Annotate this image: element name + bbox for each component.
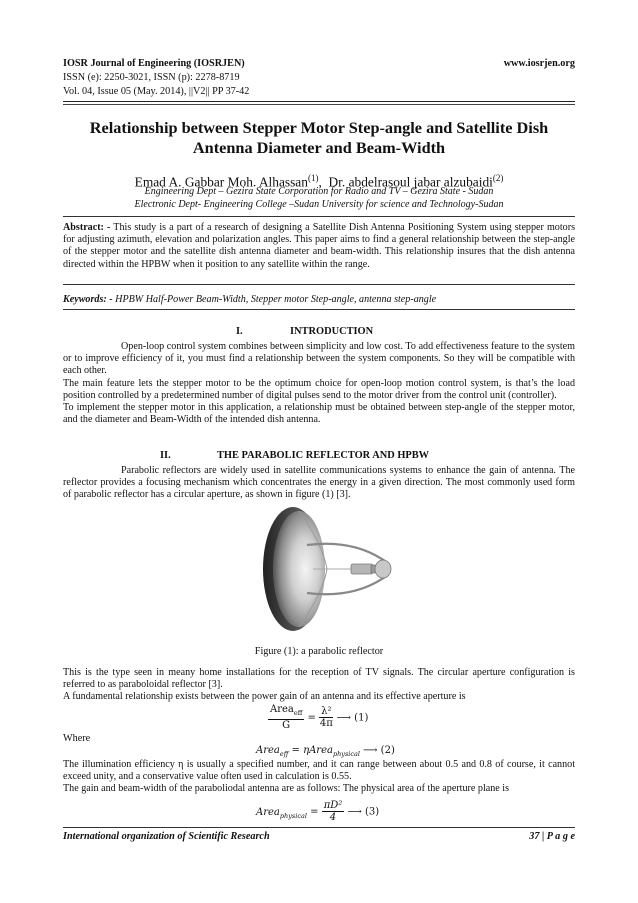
intro-paragraph-2: The main feature lets the stepper motor to be the optimum choice for open-loop motion control system, is that’s the load position controlled by a predetermined number of digital pulses send to the motor driver from the control unit (controller). xyxy=(63,377,575,401)
author-separator: , xyxy=(318,174,322,190)
eq2-lhs: Area xyxy=(256,745,280,756)
abstract xyxy=(63,222,575,271)
intro-paragraph-3: To implement the stepper motor in this application, a relationship must be obtained between step-angle of the stepper motor, and the diameter and Beam-Width of the intended dish antenna. xyxy=(63,402,575,426)
equation-3 xyxy=(256,800,379,824)
keywords-rule xyxy=(63,309,575,310)
eq3-lhs-sub: physical xyxy=(279,811,307,820)
gain-aperture-paragraph: A fundamental relationship exists between the power gain of an antenna and its effective aperture is xyxy=(63,691,466,703)
keywords xyxy=(63,294,575,306)
footer-rule xyxy=(63,827,575,828)
illumination-paragraph: The illumination efficiency η is usually a specified number, and it can range between about 0.5 and 0.8 of course, it cannot exceed unity, and a conservative value often used in calculation is 0.55. xyxy=(63,759,575,783)
author-2: Dr. abdelrasoul jabar alzubaidi xyxy=(328,174,493,190)
eq2-tag: ⟶ (2) xyxy=(363,745,395,756)
eq1-numerator-sub: eff xyxy=(293,709,303,717)
eq2-rhs-sub: physical xyxy=(332,750,360,758)
abstract-rule-top xyxy=(63,216,575,217)
abstract-text: This study is a part of a research of designing a Satellite Dish Antenna Positioning System using stepper motors for adjusting azimuth, elevation and polarization angles. This paper aims to find a general relationship between the step-angle of the stepper motor and the satellite dish antenna diameter and beam-width. This relationship insures that the dish antenna directed within the HPBW when it position to any satellite within the range. xyxy=(63,222,575,270)
header-rule xyxy=(63,101,575,102)
eq2-rhs: = ηArea xyxy=(288,745,333,756)
intro-paragraph-1: Open-loop control system combines between simplicity and low cost. To add effectiveness feature to the system or to improve efficiency of it, you must find a relationship between the system components. So they will be compatible with each other. xyxy=(63,341,575,377)
keywords-label: Keywords: - xyxy=(63,294,113,305)
affiliation-1: Engineering Dept – Gezira State Corporation for Radio and TV – Gezira State - Sudan xyxy=(144,186,494,197)
parabolic-reflector-image xyxy=(253,505,413,633)
figure-caption: Figure (1): a parabolic reflector xyxy=(254,646,384,657)
title-line-1: Relationship between Stepper Motor Step-angle and Satellite Dish xyxy=(89,118,549,137)
abstract-rule-mid xyxy=(63,284,575,285)
eq3-numerator: πD² xyxy=(323,800,343,811)
author-2-marker: (2) xyxy=(492,173,504,183)
author-1: Emad A. Gabbar Moh. Alhassan xyxy=(134,174,308,190)
section-2-number: II. xyxy=(160,450,171,461)
paper-title xyxy=(63,118,575,158)
journal-name: IOSR Journal of Engineering (IOSRJEN) xyxy=(63,58,245,69)
section-2-efficiency xyxy=(63,759,575,796)
eq3-equals: = xyxy=(310,806,319,818)
eq3-lhs: Area xyxy=(256,806,280,818)
section-1-body xyxy=(63,341,575,426)
page-number: 37 | P a g e xyxy=(529,831,575,842)
keywords-text: HPBW Half-Power Beam-Width, Stepper motor Step-angle, antenna step-angle xyxy=(112,294,437,305)
author-1-marker: (1) xyxy=(307,173,319,183)
section-2-title: THE PARABOLIC REFLECTOR AND HPBW xyxy=(217,450,430,461)
eq2-lhs-sub: eff xyxy=(279,750,289,758)
title-line-2: Antenna Diameter and Beam-Width xyxy=(192,138,446,157)
eq1-denominator: G xyxy=(282,720,291,731)
parabolic-reflector-figure xyxy=(253,505,413,633)
paraboloidal-paragraph: This is the type seen in meany home installations for the reception of TV signals. The circular aperture configuration is referred to as paraboloidal reflector [3]. xyxy=(63,667,575,691)
issn-line: ISSN (e): 2250-3021, ISSN (p): 2278-8719 xyxy=(63,72,240,83)
eq1-rhs-denominator: 4π xyxy=(319,718,333,729)
volume-line: Vol. 04, Issue 05 (May. 2014), ||V2|| PP 37-42 xyxy=(63,86,250,97)
eq1-equals: = xyxy=(307,712,316,724)
header-rule-thin xyxy=(63,104,575,105)
equation-1 xyxy=(268,704,368,732)
eq1-tag: ⟶ (1) xyxy=(336,712,369,724)
where-label: Where xyxy=(63,733,91,744)
equation-2 xyxy=(256,745,395,758)
gain-beamwidth-paragraph: The gain and beam-width of the paraboliodal antenna are as follows: The physical area of the aperture plane is xyxy=(63,783,510,795)
section-2-intro xyxy=(63,465,575,502)
affiliation-2: Electronic Dept- Engineering College –Sudan University for science and Technology-Sudan xyxy=(134,199,504,210)
abstract-label: Abstract: - xyxy=(63,222,111,233)
eq1-numerator: Area xyxy=(270,704,294,715)
section-1-title: INTRODUCTION xyxy=(290,326,374,337)
eq3-denominator: 4 xyxy=(329,812,337,823)
section-2-body xyxy=(63,667,575,704)
eq3-tag: ⟶ (3) xyxy=(347,806,380,818)
section-1-number: I. xyxy=(236,326,243,337)
eq1-rhs-numerator: λ² xyxy=(321,706,332,717)
journal-website[interactable]: www.iosrjen.org xyxy=(503,58,575,69)
reflector-paragraph: Parabolic reflectors are widely used in satellite communications systems to enhance the gain of antenna. The reflector provides a focusing mechanism which concentrates the energy in a given direction. The most commonly used form of parabolic reflector has a circular aperture, as shown in figure (1) [3]. xyxy=(63,465,575,501)
footer-organization: International organization of Scientific Research xyxy=(63,831,270,842)
